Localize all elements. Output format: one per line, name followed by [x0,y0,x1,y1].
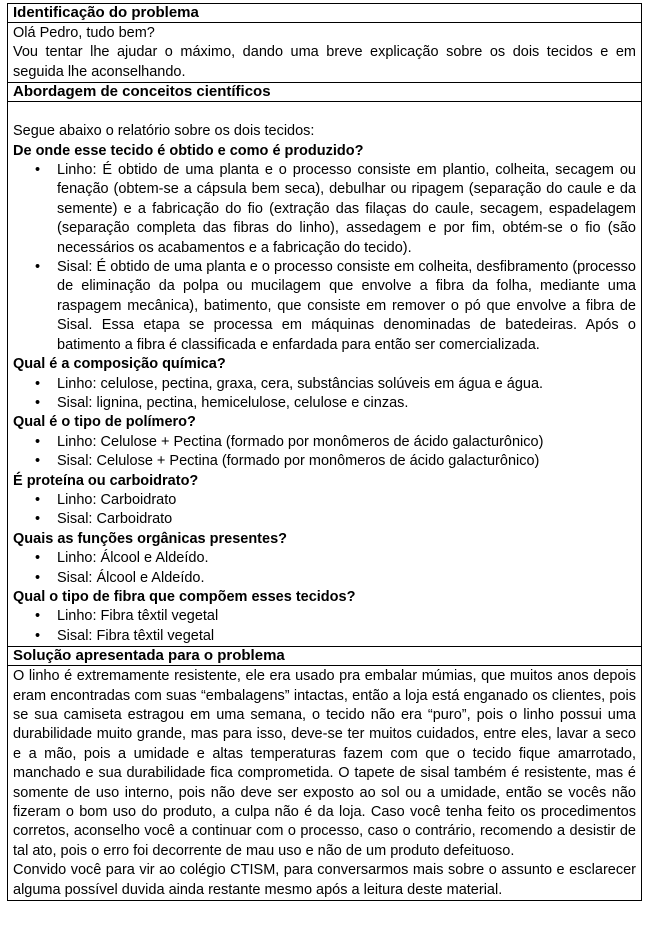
answer-list-organic-functions [13,549,636,588]
invitation-paragraph: Convido você para vir ao colégio CTISM, para conversarmos mais sobre o assunto e esclarecer alguma possível duvida ainda restante mesmo após a leitura deste material. [13,862,636,898]
document-table [7,3,642,901]
question-composition: Qual é a composição química? [13,356,226,373]
section-heading-solucao: Solução apresentada para o problema [8,647,641,666]
answer-list-fiber-type [13,607,636,646]
report-intro: Segue abaixo o relatório sobre os dois tecidos: [13,123,315,140]
answer-list-composition [13,375,636,414]
greeting-line: Olá Pedro, tudo bem? [13,25,155,41]
answer-list-polymer [13,433,636,472]
list-item: • Sisal: Álcool e Aldeído. [57,569,636,588]
list-item: • Sisal: Carboidrato [57,510,636,529]
list-item: • Linho: Álcool e Aldeído. [57,549,636,568]
list-item: • Sisal: lignina, pectina, hemicelulose, celulose e cinzas. [57,394,636,413]
blank-line [13,103,636,122]
section-body-identificacao [8,23,641,83]
question-origin: De onde esse tecido é obtido e como é produzido? [13,142,364,159]
question-organic-functions: Quais as funções orgânicas presentes? [13,530,287,547]
list-item: • Linho: Celulose + Pectina (formado por monômeros de ácido galacturônico) [57,433,636,452]
list-item: • Linho: celulose, pectina, graxa, cera, substâncias solúveis em água e água. [57,375,636,394]
list-item: • Sisal: Celulose + Pectina (formado por monômeros de ácido galacturônico) [57,452,636,471]
answer-list-origin [13,161,636,355]
question-fiber-type: Qual o tipo de fibra que compõem esses tecidos? [13,588,356,605]
list-item: • Linho: É obtido de uma planta e o processo consiste em plantio, colheita, secagem ou fenação (obtem-se a cápsula bem seca), debulhar ou ripagem (separação do caule e da semente) e a fabricação do fio (extração das filaças do caule, secagem, espadelagem (separação completa das fibras do linho), assedagem e por fim, obtém-se o fio (são necessários os acabamentos e a fabricação do tecido). [57,161,636,258]
section-body-abordagem [8,102,641,647]
section-body-solucao [8,666,641,900]
question-polymer: Qual é o tipo de polímero? [13,414,196,431]
section-heading-identificacao: Identificação do problema [8,4,641,23]
intro-line: Vou tentar lhe ajudar o máximo, dando uma breve explicação sobre os dois tecidos e em seguida lhe aconselhando. [13,44,636,80]
section-heading-abordagem: Abordagem de conceitos científicos [8,83,641,102]
list-item: • Linho: Carboidrato [57,491,636,510]
list-item: • Sisal: Fibra têxtil vegetal [57,627,636,646]
list-item: • Linho: Fibra têxtil vegetal [57,607,636,626]
list-item: • Sisal: É obtido de uma planta e o processo consiste em colheita, desfibramento (processo de eliminação da polpa ou mucilagem que envolve a fibra da folha, mediante uma raspagem mecânica), batimento, que consiste em remover o pó que envolve a fibra de Sisal. Essa etapa se processa em máquinas denominadas de batedeiras. Após o batimento a fibra é classificada e enfardada para então ser comercializada. [57,258,636,355]
question-protein-carb: É proteína ou carboidrato? [13,472,199,489]
answer-list-protein-carb [13,491,636,530]
solution-paragraph: O linho é extremamente resistente, ele era usado pra embalar múmias, que muitos anos depois eram encontradas com suas “embalagens” intactas, então a loja está enganado os clientes, pois se sua camiseta estragou em uma semana, o tecido não era “puro”, pois o linho possui uma durabilidade muito grande, mas para isso, deve-se ter muitos cuidados, entre eles, lavar a seco e a mão, pois a umidade e altas temperaturas fazem com que o tecido fique amarrotado, manchado e sua durabilidade fica comprometida. O tapete de sisal também é resistente, mas é somente de uso interno, pois não deve ser exposto ao sol ou a umidade, então se vocês não fizeram o bom uso do produto, a culpa não é da loja. Caso você tenha feito os procedimentos corretos, aconselho você a continuar com o processo, caso o contrário, recomendo a desistir de tal ato, pois o erro foi decorrente de mau uso e não de um produto defeituoso. [13,668,636,859]
